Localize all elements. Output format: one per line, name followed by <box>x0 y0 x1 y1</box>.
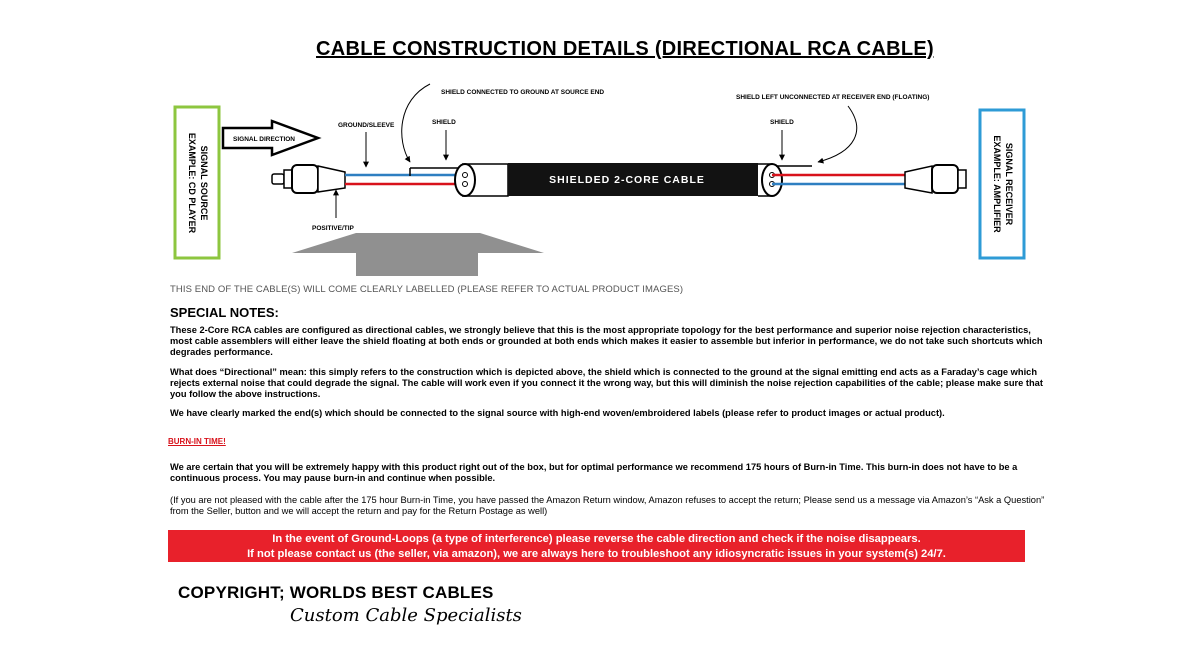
right-wires <box>772 166 905 184</box>
left-rca-plug-icon <box>272 165 345 193</box>
burn-in-paragraph-1: We are certain that you will be extremely happy with this product right out of the box, but for optimal performance we recommend 175 hours of Burn-in Time. This burn-in does not have to be a continuous process. You may pause burn-in and continue when possible. <box>170 462 1018 483</box>
positive-tip-label: POSITIVE/TIP <box>312 225 354 232</box>
tagline-text: Custom Cable Specialists <box>290 605 522 626</box>
signal-direction-label: SIGNAL DIRECTION <box>233 136 295 143</box>
special-notes-heading: SPECIAL NOTES: <box>170 305 279 320</box>
source-box-line1: SIGNAL SOURCE <box>199 145 209 221</box>
special-notes-paragraph-2: What does “Directional” mean: this simply refers to the construction which is depicted above, the shield which is connected to the ground at the signal emitting end acts as a Faraday’s cage which rejects external noise that could degrade the signal. The cable will work even if you connect it the wrong way, but this will diminish the noise rejection capabilities of the cable; please make sure that you follow the above instructions. <box>170 367 1043 399</box>
shield-connected-label: SHIELD CONNECTED TO GROUND AT SOURCE END <box>441 89 605 96</box>
right-rca-plug-icon <box>905 165 966 193</box>
banner-line-1: In the event of Ground-Loops (a type of interference) please reverse the cable direction and check if the noise disappears. <box>272 533 921 545</box>
left-wires <box>345 168 468 184</box>
signal-direction-arrow <box>223 121 318 155</box>
signal-receiver-box <box>980 110 1024 258</box>
burn-in-heading: BURN-IN TIME! <box>168 437 226 446</box>
copyright-text: COPYRIGHT; WORLDS BEST CABLES <box>178 583 494 602</box>
cable-diagram <box>0 0 1200 300</box>
banner-line-2: If not please contact us (the seller, via amazon), we are always here to troubleshoot any idiosyncratic issues in your system(s) 24/7. <box>247 548 946 560</box>
labelled-end-note: THIS END OF THE CABLE(S) WILL COME CLEARLY LABELLED (PLEASE REFER TO ACTUAL PRODUCT IMAGES) <box>170 284 684 295</box>
ground-sleeve-label: GROUND/SLEEVE <box>338 122 395 129</box>
cable-label: SHIELDED 2-CORE CABLE <box>549 174 705 186</box>
burn-in-paragraph-2: (If you are not pleased with the cable after the 175 hour Burn-in Time, you have passed the Amazon Return window, Amazon refuses to accept the return; Please send us a message via Amazon’s “Ask a Question” from the Seller, button and we will accept the return and pay for the Return Postage as well) <box>170 495 1045 516</box>
ground-loop-banner <box>168 530 1025 562</box>
shielded-cable <box>455 163 782 196</box>
special-notes-paragraph-1: These 2-Core RCA cables are configured as directional cables, we strongly believe that this is the most appropriate topology for the best performance and superior noise rejection characteristics, most cable assemblers will either leave the shield floating at both ends or grounded at both ends which makes it easier to assemble but inferior in performance, we do not take such shortcuts which degrades performance. <box>170 325 1043 357</box>
shield-connected-pointer <box>402 84 430 162</box>
shield-right-label: SHIELD <box>770 119 794 126</box>
shield-unconnected-pointer <box>818 106 857 162</box>
shield-unconnected-label: SHIELD LEFT UNCONNECTED AT RECEIVER END (FLOATING) <box>736 94 930 101</box>
receiver-box-line1: SIGNAL RECEIVER <box>1004 142 1014 226</box>
source-box-line2: EXAMPLE: CD PLAYER <box>187 132 197 234</box>
page-title: CABLE CONSTRUCTION DETAILS (DIRECTIONAL RCA CABLE) <box>316 38 934 60</box>
shield-left-label: SHIELD <box>432 119 456 126</box>
signal-source-box <box>175 107 219 258</box>
receiver-box-line2: EXAMPLE: AMPLIFIER <box>992 135 1002 233</box>
special-notes-paragraph-3: We have clearly marked the end(s) which should be connected to the signal source with high-end woven/embroidered labels (please refer to product images or actual product). <box>170 408 945 418</box>
labelled-end-arrow <box>292 233 544 276</box>
